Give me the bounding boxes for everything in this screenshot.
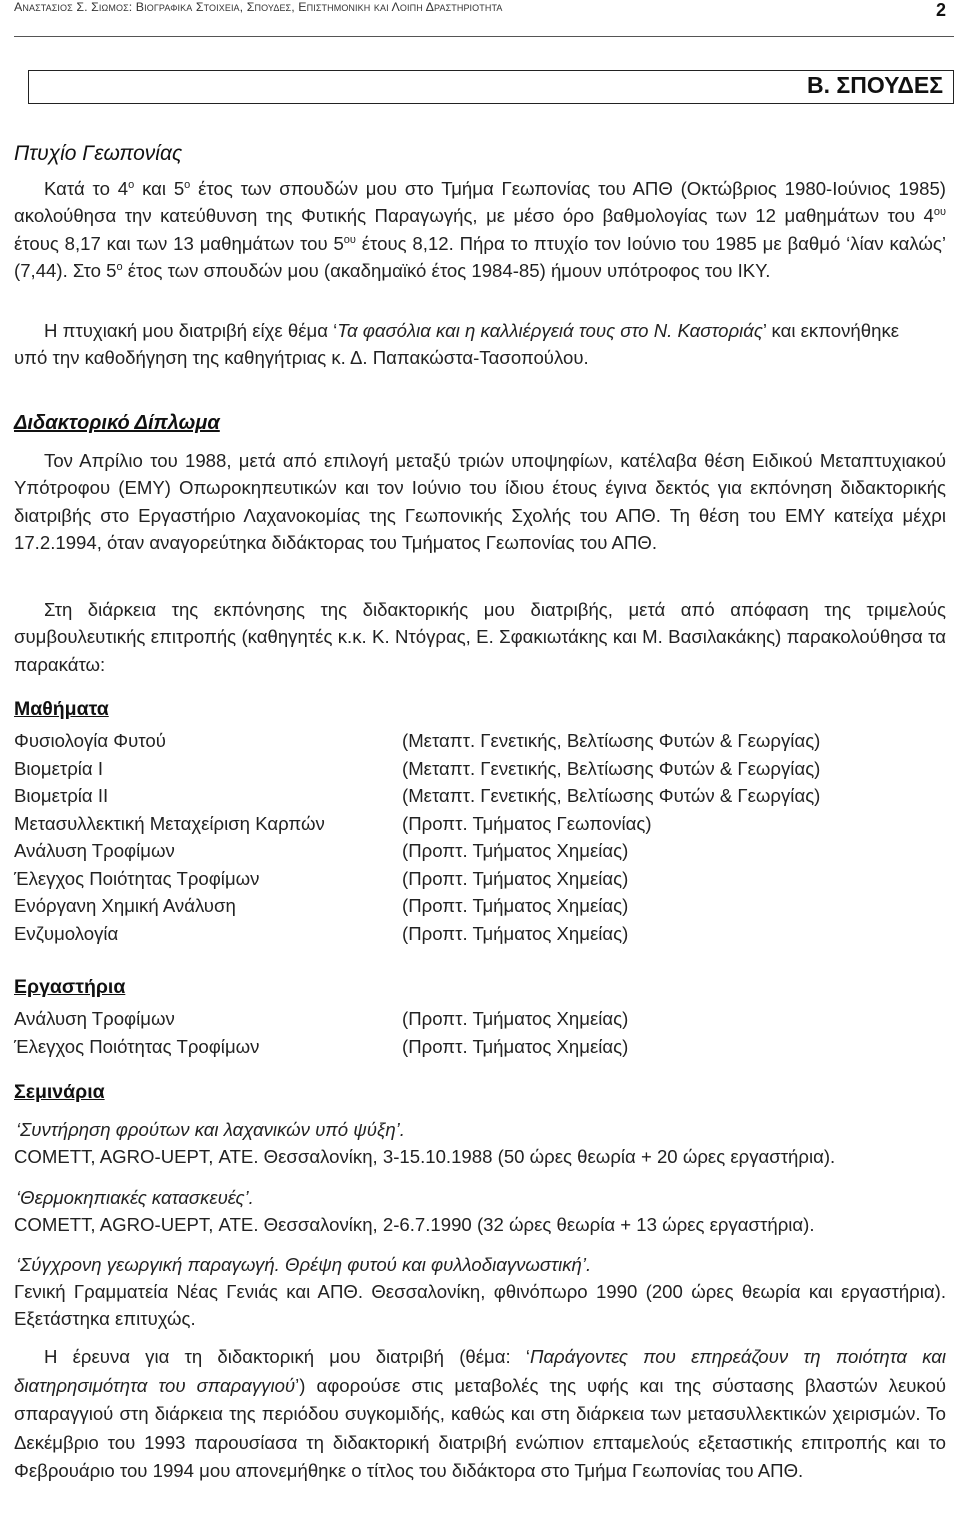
seminar-details: COMETT, AGRO-UEPT, ΑΤΕ. Θεσσαλονίκη, 3-15.10.1988 (50 ώρες θεωρία + 20 ώρες εργαστήρια). bbox=[14, 1146, 836, 1167]
page-number: 2 bbox=[935, 0, 946, 20]
degree-paragraph-2: Η πτυχιακή μου διατριβή είχε θέμα ‘Τα φασόλια και η καλλιέργειά τους στο Ν. Καστοριάς’ και εκπονήθηκε υπό την καθοδήγηση της καθηγήτριας κ. Δ. Παπακώστα-Τασοπούλου. bbox=[14, 320, 900, 369]
doctorate-heading: Διδακτορικό Δίπλωμα bbox=[14, 412, 220, 434]
lab-row: Έλεγχος Ποιότητας Τροφίμων (Προπτ. Τμήματος Χημείας) bbox=[14, 1035, 629, 1057]
course-row: Βιομετρία Ι (Μεταπτ. Γενετικής, Βελτίωσης Φυτών & Γεωργίας) bbox=[14, 757, 821, 779]
research-paragraph: Η έρευνα για τη διδακτορική μου διατριβή (θέμα: ‘Παράγοντες που επηρεάζουν τη ποιότητα και διατηρησιμότητα του σπαραγγιού’) αφορούσε στις μεταβολές της υφής και της σύστασης βλαστών λευκού σπαραγγιού στη διάρκεια της περιόδου συγκομιδής, καθώς και στη διάρκεια των μετασυλλεκτικών χειρισμών. Το Δεκέμβριο του 1993 παρουσίασα τη διδακτορική διατριβή ενώπιον επταμελούς εξεταστικής επιτροπής και το Φεβρουάριο του 1994 μου απονεμήθηκε ο τίτλος του διδάκτορα στο Τμήμα Γεωπονίας του ΑΠΘ. bbox=[14, 1346, 946, 1481]
seminar-details: COMETT, AGRO-UEPT, ΑΤΕ. Θεσσαλονίκη, 2-6.7.1990 (32 ώρες θεωρία + 13 ώρες εργαστήρια). bbox=[14, 1214, 815, 1235]
seminar-details: Γενική Γραμματεία Νέας Γενιάς και ΑΠΘ. Θεσσαλονίκη, φθινόπωρο 1990 (200 ώρες θεωρία και εργαστήρια). Εξετάστηκα επιτυχώς. bbox=[14, 1281, 946, 1330]
course-row: Ανάλυση Τροφίμων (Προπτ. Τμήματος Χημείας) bbox=[14, 840, 629, 861]
degree-paragraph-1: Κατά το $4^o$ και $5^o$ έτος των σπουδών μου στο Τμήμα Γεωπονίας του ΑΠΘ (Οκτώβριος 1980-Ιούνιος 1985) ακολούθησα την κατεύθυνση της Φυτικής Παραγωγής, με μέσο όρο βαθμολογίας των 12 μαθημάτων του $4^{o\upsilon}$ έτους 8,17 και των 13 μαθημάτων του $5^{o\upsilon}$ έτους 8,12. Πήρα το πτυχίο τον Ιούνιο του 1985 με βαθμό ‘λίαν καλώς’ (7,44). Στο $5^o$ έτος των σπουδών μου (ακαδημαϊκό έτος 1984-85) ήμουν υπότροφος του ΙΚΥ. bbox=[14, 178, 947, 281]
section-title: Β. ΣΠΟΥΔΕΣ bbox=[807, 72, 943, 98]
doctorate-paragraph-2: Στη διάρκεια της εκπόνησης της διδακτορικής μου διατριβής, μετά από απόφαση της τριμελούς συμβουλευτικής επιτροπής (καθηγητές κ.κ. Κ. Ντόγρας, Ε. Σφακιωτάκης και Μ. Βασιλακάκης) παρακολούθησα τα παρακάτω: bbox=[14, 599, 946, 675]
section-title-box bbox=[28, 70, 954, 104]
degree-heading: Πτυχίο Γεωπονίας bbox=[14, 142, 183, 165]
doctorate-paragraph-1: Τον Απρίλιο του 1988, μετά από επιλογή μεταξύ τριών υποψηφίων, κατέλαβα θέση Ειδικού Μεταπτυχιακού Υπότροφου (ΕΜΥ) Οπωροκηπευτικών και τον Ιούνιο του ίδιου έτους έγινα δεκτός για εκπόνηση διδακτορικής διατριβής στο Εργαστήριο Λαχανοκομίας της Γεωπονικής Σχολής του ΑΠΘ. Τη θέση του ΕΜΥ κατείχα μέχρι 17.2.1994, όταν αναγορεύτηκα διδάκτορας του Τμήματος Γεωπονίας του ΑΠΘ. bbox=[14, 450, 946, 553]
course-row: Έλεγχος Ποιότητας Τροφίμων (Προπτ. Τμήματος Χημείας) bbox=[14, 867, 629, 889]
seminar-title: ‘Θερμοκηπιακές κατασκευές’. bbox=[16, 1187, 254, 1208]
running-header bbox=[14, 0, 954, 37]
seminar-title: ‘Σύγχρονη γεωργική παραγωγή. Θρέψη φυτού και φυλλοδιαγνωστική’. bbox=[16, 1254, 592, 1275]
course-row: Ενζυμολογία (Προπτ. Τμήματος Χημείας) bbox=[14, 922, 629, 944]
seminars-heading: Σεμινάρια bbox=[14, 1081, 105, 1103]
course-row: Βιομετρία ΙΙ (Μεταπτ. Γενετικής, Βελτίωσης Φυτών & Γεωργίας) bbox=[14, 785, 821, 806]
course-row: Φυσιολογία Φυτού (Μεταπτ. Γενετικής, Βελτίωσης Φυτών & Γεωργίας) bbox=[14, 730, 821, 751]
courses-heading: Μαθήματα bbox=[14, 698, 109, 720]
running-title: Αναστασιος Σ. Σιωμος: Βιογραφικα Στοιχεια, Σπουδες, Επιστημονικη και Λοιπη Δραστηριοτητα bbox=[14, 0, 503, 14]
seminar-title: ‘Συντήρηση φρούτων και λαχανικών υπό ψύξη’. bbox=[16, 1119, 405, 1140]
labs-heading: Εργαστήρια bbox=[14, 976, 126, 998]
course-row: Ενόργανη Χημική Ανάλυση (Προπτ. Τμήματος Χημείας) bbox=[14, 895, 629, 916]
lab-row: Ανάλυση Τροφίμων (Προπτ. Τμήματος Χημείας) bbox=[14, 1008, 629, 1029]
course-row: Μετασυλλεκτική Μεταχείριση Καρπών (Προπτ. Τμήματος Γεωπονίας) bbox=[14, 812, 652, 834]
